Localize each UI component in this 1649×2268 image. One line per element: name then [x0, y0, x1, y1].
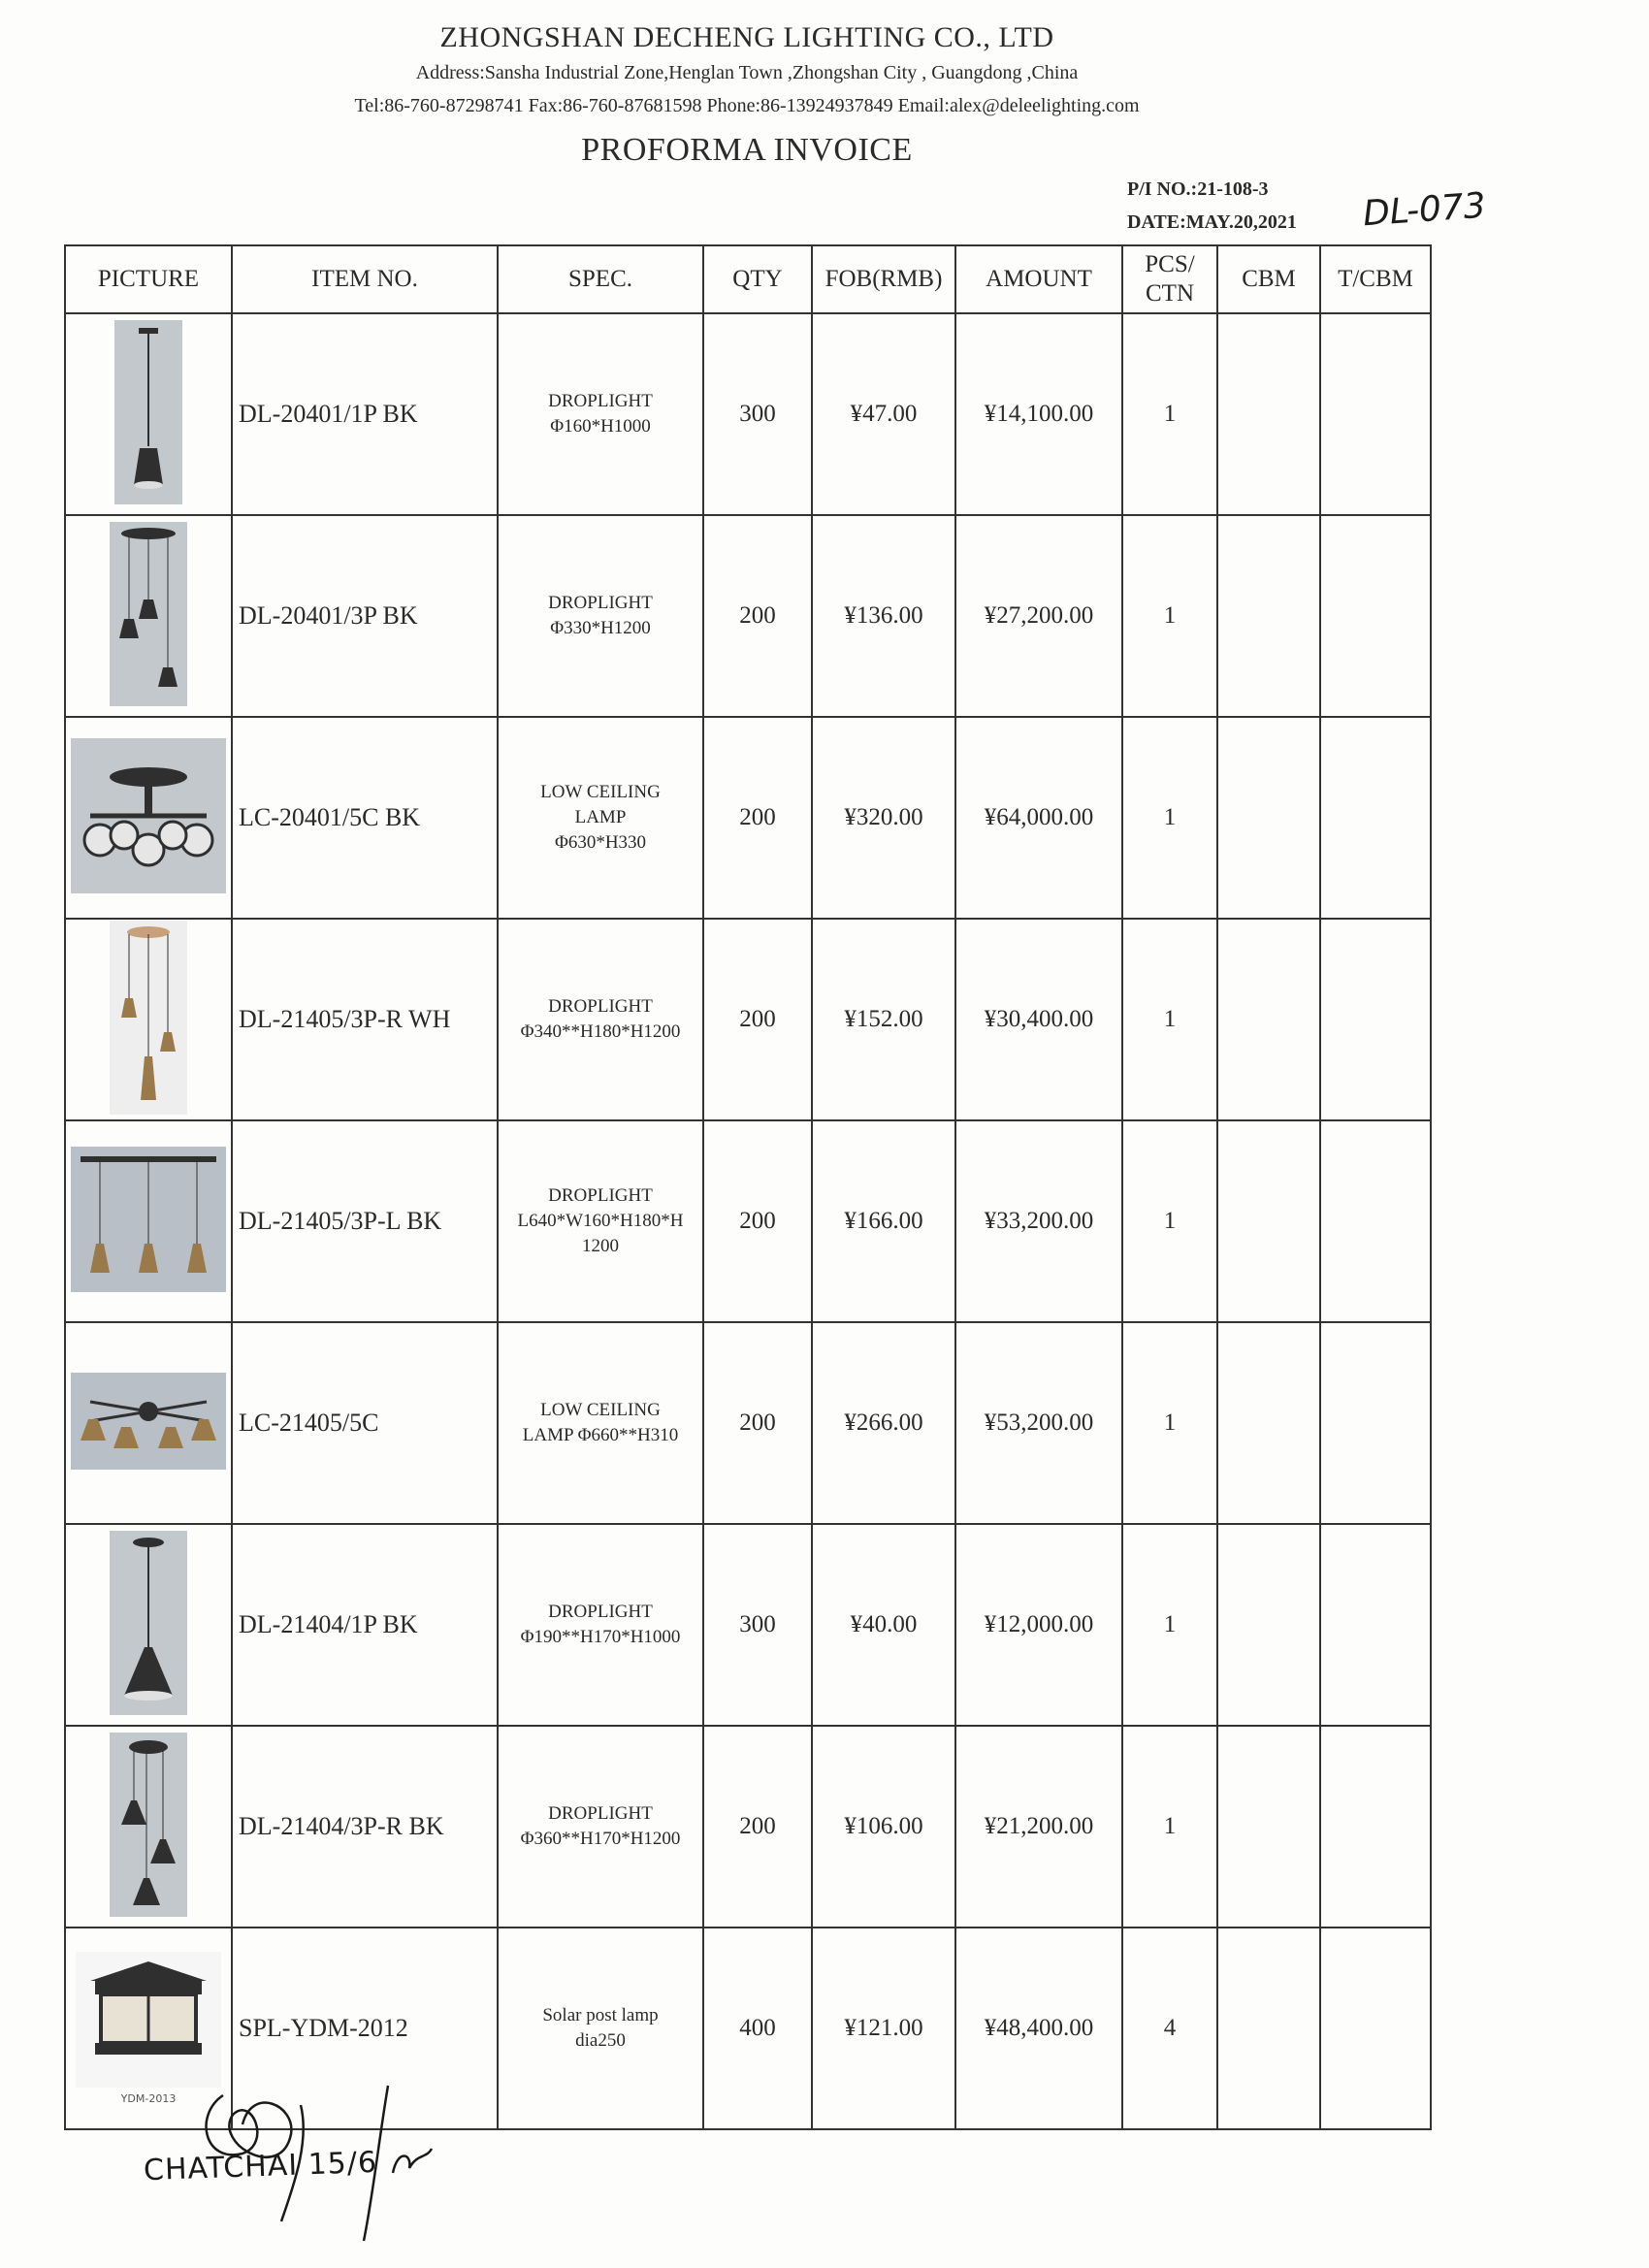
cbm	[1217, 1120, 1320, 1322]
col-cbm: CBM	[1217, 245, 1320, 313]
fob-price: ¥106.00	[812, 1726, 955, 1928]
col-fob: FOB(RMB)	[812, 245, 955, 313]
amount: ¥27,200.00	[955, 515, 1122, 717]
pcs-per-ctn: 1	[1122, 1322, 1217, 1524]
cbm	[1217, 1928, 1320, 2129]
pcs-per-ctn: 1	[1122, 313, 1217, 515]
pcs-per-ctn: 1	[1122, 919, 1217, 1120]
table-row	[65, 1524, 1431, 1726]
item-no: DL-20401/1P BK	[232, 313, 498, 515]
spec: DROPLIGHT Φ360**H170*H1200	[498, 1726, 703, 1928]
pcs-per-ctn: 1	[1122, 1524, 1217, 1726]
item-no: DL-21404/1P BK	[232, 1524, 498, 1726]
t-cbm	[1320, 919, 1431, 1120]
fob-price: ¥40.00	[812, 1524, 955, 1726]
qty: 300	[703, 313, 812, 515]
t-cbm	[1320, 1524, 1431, 1726]
fob-price: ¥320.00	[812, 717, 955, 919]
spec: DROPLIGHT Φ340**H180*H1200	[498, 919, 703, 1120]
table-row	[65, 1120, 1431, 1322]
table-row	[65, 313, 1431, 515]
amount: ¥33,200.00	[955, 1120, 1122, 1322]
table-row	[65, 717, 1431, 919]
qty: 200	[703, 1120, 812, 1322]
fob-price: ¥47.00	[812, 313, 955, 515]
t-cbm	[1320, 1322, 1431, 1524]
company-address: Address:Sansha Industrial Zone,Henglan Town ,Zhongshan City , Guangdong ,China	[415, 62, 1079, 83]
amount: ¥48,400.00	[955, 1928, 1122, 2129]
fob-price: ¥136.00	[812, 515, 955, 717]
t-cbm	[1320, 717, 1431, 919]
cbm	[1217, 717, 1320, 919]
spec: LOW CEILING LAMP Φ630*H330	[498, 717, 703, 919]
table-row	[65, 919, 1431, 1120]
table-header-row	[65, 245, 1431, 313]
item-no: SPL-YDM-2012	[232, 1928, 498, 2129]
amount: ¥21,200.00	[955, 1726, 1122, 1928]
product-image-ceiling-5-amber	[65, 1322, 232, 1524]
cbm	[1217, 515, 1320, 717]
item-no: DL-20401/3P BK	[232, 515, 498, 717]
fob-price: ¥152.00	[812, 919, 955, 1120]
col-spec: SPEC.	[498, 245, 703, 313]
invoice-table	[64, 244, 1432, 2130]
qty: 200	[703, 717, 812, 919]
table-row	[65, 1726, 1431, 1928]
qty: 200	[703, 515, 812, 717]
pcs-per-ctn: 1	[1122, 1726, 1217, 1928]
amount: ¥12,000.00	[955, 1524, 1122, 1726]
t-cbm	[1320, 1726, 1431, 1928]
qty: 400	[703, 1928, 812, 2129]
col-amount: AMOUNT	[955, 245, 1122, 313]
product-image-pendant-cone	[65, 1524, 232, 1726]
t-cbm	[1320, 1928, 1431, 2129]
qty: 200	[703, 919, 812, 1120]
spec: DROPLIGHT L640*W160*H180*H 1200	[498, 1120, 703, 1322]
company-contact: Tel:86-760-87298741 Fax:86-760-87681598 Phone:86-13924937849 Email:alex@deleelighting.com	[354, 95, 1140, 116]
fob-price: ¥266.00	[812, 1322, 955, 1524]
qty: 200	[703, 1726, 812, 1928]
cbm	[1217, 1726, 1320, 1928]
amount: ¥30,400.00	[955, 919, 1122, 1120]
signature-text: CHATCHAI 15/6	[143, 2145, 378, 2188]
handwritten-note: DL-073	[1361, 185, 1487, 235]
table-row	[65, 1322, 1431, 1524]
fob-price: ¥121.00	[812, 1928, 955, 2129]
product-image-ceiling-5	[65, 717, 232, 919]
item-no: DL-21405/3P-L BK	[232, 1120, 498, 1322]
product-image-pendant-3-round	[65, 515, 232, 717]
invoice-date: DATE:MAY.20,2021	[1127, 211, 1297, 233]
amount: ¥14,100.00	[955, 313, 1122, 515]
pcs-per-ctn: 1	[1122, 717, 1217, 919]
company-name: ZHONGSHAN DECHENG LIGHTING CO., LTD	[439, 21, 1054, 53]
item-no: LC-20401/5C BK	[232, 717, 498, 919]
qty: 200	[703, 1322, 812, 1524]
spec: DROPLIGHT Φ190**H170*H1000	[498, 1524, 703, 1726]
t-cbm	[1320, 1120, 1431, 1322]
pcs-per-ctn: 1	[1122, 1120, 1217, 1322]
document-title: PROFORMA INVOICE	[581, 132, 913, 168]
item-no: DL-21404/3P-R BK	[232, 1726, 498, 1928]
t-cbm	[1320, 313, 1431, 515]
pi-number: P/I NO.:21-108-3	[1127, 178, 1269, 200]
qty: 300	[703, 1524, 812, 1726]
spec: DROPLIGHT Φ160*H1000	[498, 313, 703, 515]
item-no: LC-21405/5C	[232, 1322, 498, 1524]
cbm	[1217, 1524, 1320, 1726]
cbm	[1217, 1322, 1320, 1524]
table-row	[65, 515, 1431, 717]
spec: DROPLIGHT Φ330*H1200	[498, 515, 703, 717]
cbm	[1217, 313, 1320, 515]
pcs-per-ctn: 4	[1122, 1928, 1217, 2129]
t-cbm	[1320, 515, 1431, 717]
item-no: DL-21405/3P-R WH	[232, 919, 498, 1120]
amount: ¥53,200.00	[955, 1322, 1122, 1524]
col-pcs-ctn: PCS/ CTN	[1122, 245, 1217, 313]
pcs-per-ctn: 1	[1122, 515, 1217, 717]
product-image-pendant-cone-3	[65, 1726, 232, 1928]
product-image-pendant-linear	[65, 1120, 232, 1322]
spec: LOW CEILING LAMP Φ660**H310	[498, 1322, 703, 1524]
fob-price: ¥166.00	[812, 1120, 955, 1322]
cbm	[1217, 919, 1320, 1120]
col-item-no: ITEM NO.	[232, 245, 498, 313]
col-tcbm: T/CBM	[1320, 245, 1431, 313]
col-qty: QTY	[703, 245, 812, 313]
product-image-pendant-3-amber	[65, 919, 232, 1120]
spec: Solar post lamp dia250	[498, 1928, 703, 2129]
product-image-pendant-1	[65, 313, 232, 515]
image-caption: YDM-2013	[120, 2092, 177, 2105]
col-picture: PICTURE	[65, 245, 232, 313]
amount: ¥64,000.00	[955, 717, 1122, 919]
